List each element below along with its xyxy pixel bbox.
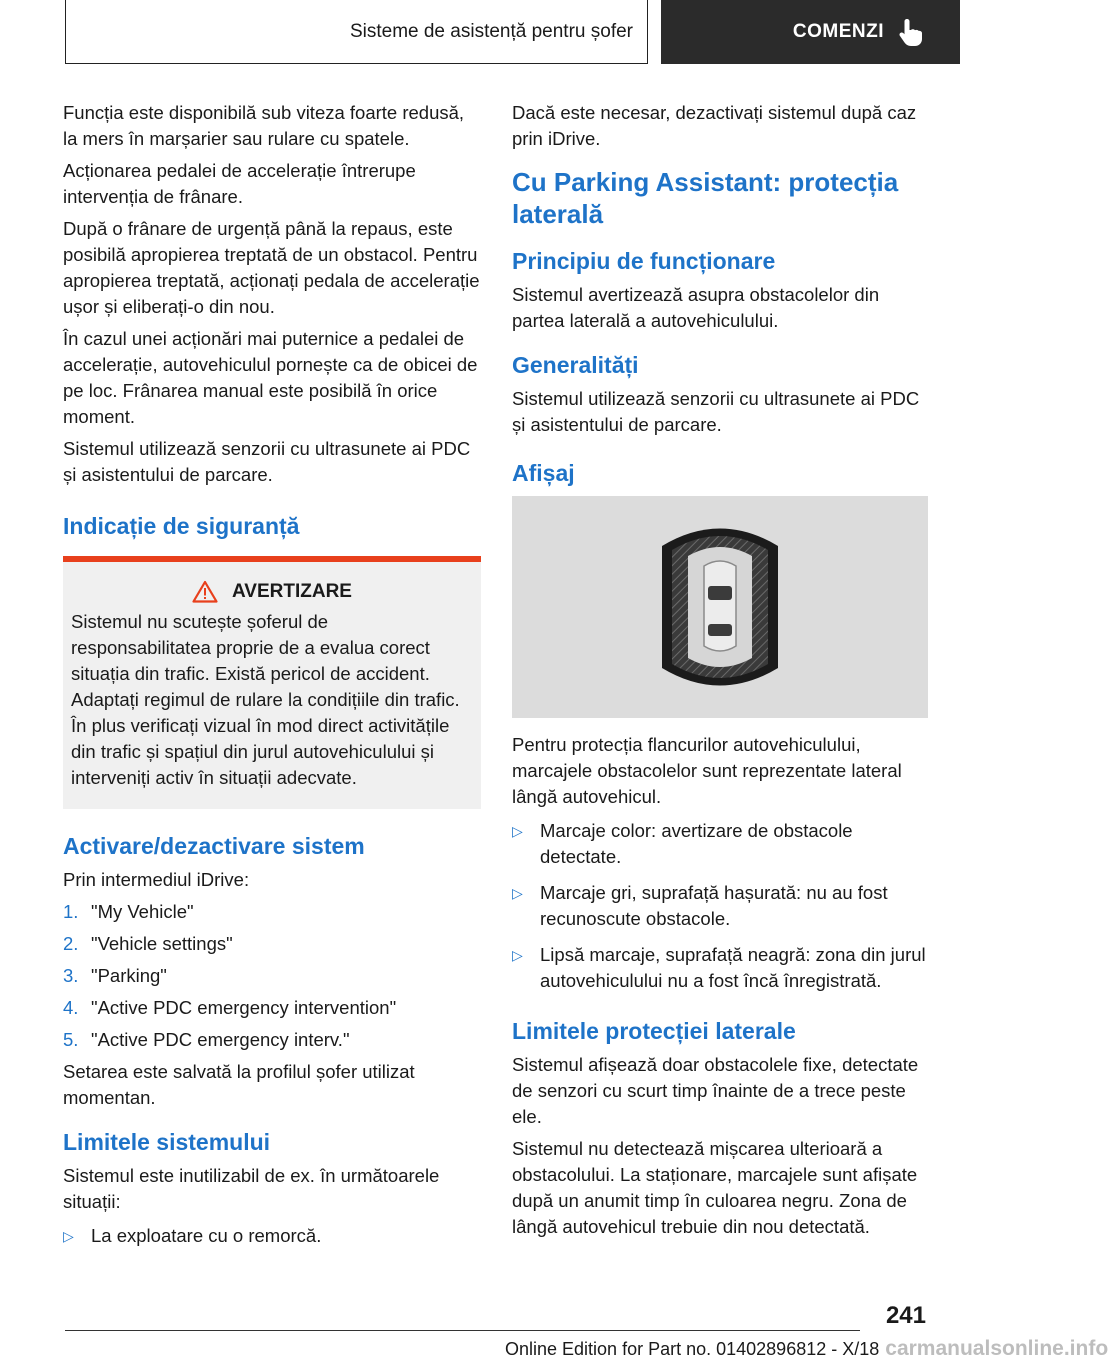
list-item-text: Marcaje color: avertizare de obstacole detectate. [540, 820, 853, 867]
warning-title: AVERTIZARE [232, 580, 352, 602]
list-item-text: Marcaje gri, suprafață hașurată: nu au fost recunoscute obstacole. [540, 882, 888, 929]
left-column [63, 100, 481, 1259]
list-item [512, 880, 930, 932]
warning-text: Sistemul nu scutește șoferul de responsabilitatea proprie de a evalua corect situația din trafic. Există pericol de accident. Adaptați regimul de rulare la condițiile din trafic. În plus verificați vizual în mod direct activitățile din trafic și spațiul din jurul autovehiculului și interveniți activ în situații adecvate. [71, 611, 460, 788]
step-text: "Active PDC emergency interv." [91, 1029, 350, 1050]
right-column [512, 100, 930, 1246]
list-item [63, 995, 481, 1021]
step-text: "My Vehicle" [91, 901, 194, 922]
step-number: 5. [63, 1029, 79, 1050]
list-item [63, 963, 481, 989]
paragraph: Sistemul utilizează senzorii cu ultrasunete ai PDC și asistentului de parcare. [63, 438, 471, 485]
list-item [63, 1223, 481, 1249]
display-caption: Pentru protecția flancurilor autovehiculului, marcajele obstacolelor sunt reprezentate lateral lângă autovehicul. [512, 734, 902, 807]
side-limits-heading: Limitele protecției laterale [512, 1018, 796, 1044]
step-number: 4. [63, 997, 79, 1018]
header-section-title [65, 0, 648, 64]
step-number: 2. [63, 933, 79, 954]
footer-edition [505, 1337, 1108, 1361]
warning-box [63, 556, 481, 809]
parking-display-illustration [512, 496, 928, 718]
principle-text: Sistemul avertizează asupra obstacolelor din partea laterală a autovehiculului. [512, 284, 880, 331]
general-heading: Generalități [512, 352, 639, 378]
hand-pointer-icon [898, 17, 924, 47]
page-number: 241 [885, 1302, 926, 1329]
display-heading: Afișaj [512, 460, 575, 486]
paragraph: După o frânare de urgență până la repaus, este posibilă apropierea treptată de un obstacol. Pentru apropierea treptată, acționați pedala de accelerație ușor și eliberați-o din nou. [63, 218, 480, 317]
limits-list [63, 1223, 481, 1249]
activation-heading: Activare/dezactivare sistem [63, 833, 365, 859]
list-item-text: La exploatare cu o remorcă. [91, 1225, 322, 1246]
paragraph: Sistemul nu detectează mișcarea ulterioară a obstacolului. La staționare, marcajele sunt afișate după un anumit timp în culoarea negru. Zona de lângă autovehicul trebuie din nou detectată. [512, 1138, 918, 1237]
markers-list [512, 818, 930, 994]
step-number: 1. [63, 901, 79, 922]
chapter-title: COMENZI [792, 21, 884, 42]
main-heading: Cu Parking Assistant: protecția laterală [512, 167, 899, 229]
steps-list [63, 899, 481, 1053]
list-item [63, 899, 481, 925]
step-text: "Active PDC emergency intervention" [91, 997, 397, 1018]
paragraph: Sistemul afișează doar obstacolele fixe, detectate de senzori cu scurt timp înainte de a trece peste ele. [512, 1054, 919, 1127]
triangle-bullet-icon: ▷ [63, 1228, 74, 1244]
list-item [63, 1027, 481, 1053]
activation-intro: Prin intermediul iDrive: [63, 869, 250, 890]
list-item [63, 931, 481, 957]
parking-display-image [512, 496, 928, 718]
list-item-text: Lipsă marcaje, suprafață neagră: zona din jurul autovehiculului nu a fost încă înregistrată. [540, 944, 926, 991]
section-title: Sisteme de asistență pentru șofer [349, 20, 633, 42]
paragraph: În cazul unei acționări mai puternice a pedalei de accelerație, autovehiculul pornește ca de obicei de pe loc. Frânarea manual este posibilă în orice moment. [63, 328, 478, 427]
saved-note: Setarea este salvată la profilul șofer utilizat momentan. [63, 1061, 415, 1108]
paragraph: Funcția este disponibilă sub viteza foarte redusă, la mers în marșarier sau rulare cu spatele. [63, 102, 465, 149]
footer-divider [65, 1330, 860, 1331]
edition-text: Online Edition for Part no. 01402896812 - X/18 [505, 1339, 880, 1359]
warning-title-row [71, 580, 473, 603]
triangle-bullet-icon: ▷ [512, 947, 523, 963]
step-text: "Vehicle settings" [91, 933, 233, 954]
step-number: 3. [63, 965, 79, 986]
general-text: Sistemul utilizează senzorii cu ultrasunete ai PDC și asistentului de parcare. [512, 388, 920, 435]
step-text: "Parking" [91, 965, 167, 986]
header-chapter [661, 0, 960, 64]
paragraph: Acționarea pedalei de accelerație întrerupe intervenția de frânare. [63, 160, 416, 207]
list-item [512, 818, 930, 870]
watermark-site: carmanualsonline.info [885, 1337, 1108, 1360]
limits-intro: Sistemul este inutilizabil de ex. în următoarele situații: [63, 1165, 440, 1212]
warning-triangle-icon [192, 580, 218, 603]
triangle-bullet-icon: ▷ [512, 823, 523, 839]
list-item [512, 942, 930, 994]
principle-heading: Principiu de funcționare [512, 248, 776, 274]
safety-heading: Indicație de siguranță [63, 513, 300, 539]
limits-heading: Limitele sistemului [63, 1129, 271, 1155]
triangle-bullet-icon: ▷ [512, 885, 523, 901]
paragraph: Dacă este necesar, dezactivați sistemul după caz prin iDrive. [512, 102, 917, 149]
